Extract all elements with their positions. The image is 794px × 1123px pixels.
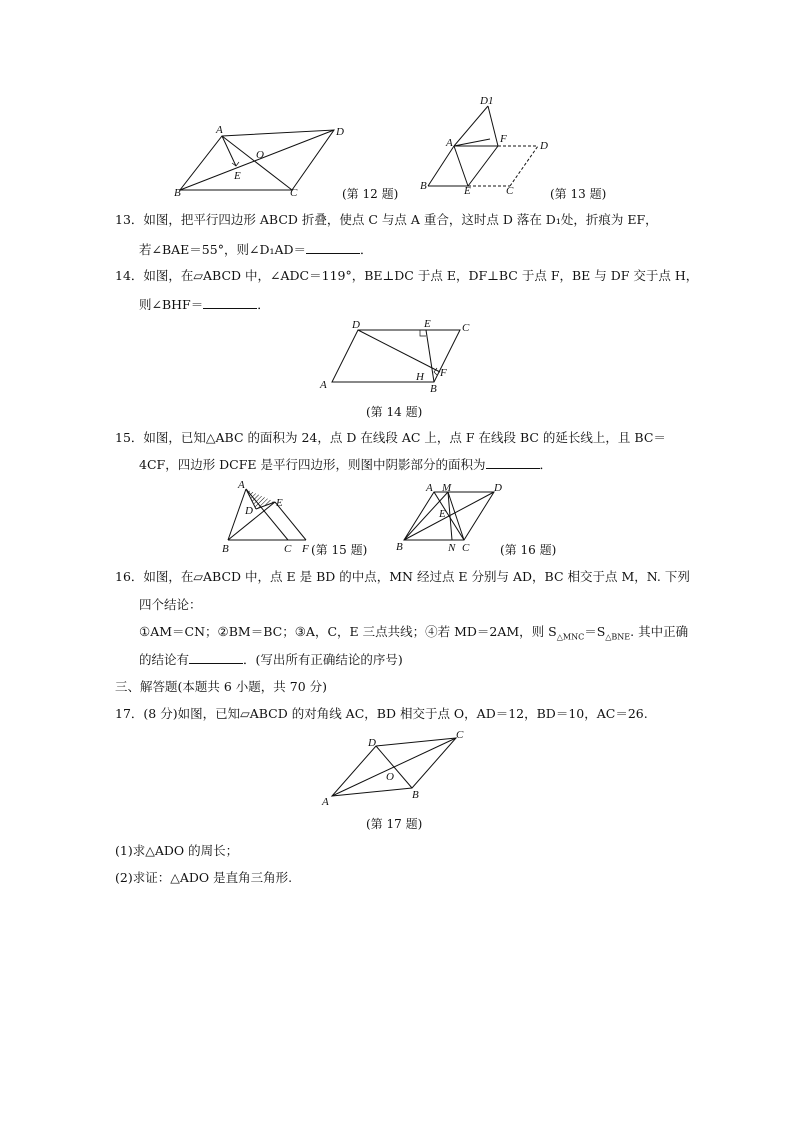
fig15-label-a: A xyxy=(238,479,245,491)
fig16-label-n: N xyxy=(448,542,456,554)
fig12-label-d: D xyxy=(336,126,344,138)
fig14-label-e: E xyxy=(424,318,431,330)
fig14-label-f: F xyxy=(440,367,447,379)
fig17-label-c: C xyxy=(456,729,464,741)
q14-line2: 则∠BHF＝ ． xyxy=(139,297,270,312)
q15-line2: 4CF，四边形 DCFE 是平行四边形，则图中阴影部分的面积为 ． xyxy=(139,457,553,472)
fig16-label-b: B xyxy=(396,541,403,553)
fig13-label-f: F xyxy=(500,133,507,145)
q15-answer-blank[interactable] xyxy=(486,456,540,469)
fig16-label-e: E xyxy=(439,508,446,520)
fig12-label-o: O xyxy=(256,149,264,161)
fig16-caption: (第 16 题) xyxy=(500,543,557,557)
figure-17 xyxy=(316,726,476,810)
fig14-label-b: B xyxy=(430,383,437,394)
figure-12 xyxy=(172,118,352,200)
fig15-label-e: E xyxy=(276,497,283,509)
fig16-label-m: M xyxy=(442,482,452,494)
fig13-caption: (第 13 题) xyxy=(550,187,607,201)
fig13-label-d1: D1 xyxy=(480,95,494,107)
fig13-label-e: E xyxy=(464,185,471,194)
q17-part2: (2)求证：△ADO 是直角三角形. xyxy=(115,870,293,885)
fig15-label-d: D xyxy=(245,505,253,517)
q13-answer-blank[interactable] xyxy=(306,241,360,254)
fig17-label-a: A xyxy=(322,796,329,808)
fig17-label-o: O xyxy=(386,771,394,783)
fig14-label-a: A xyxy=(320,379,327,391)
q13-line1: 13．如图，把平行四边形 ABCD 折叠，使点 C 与点 A 重合，这时点 D 落在 D₁处，折痕为 EF， xyxy=(115,212,658,227)
figure-16 xyxy=(390,478,506,554)
q17-part1: (1)求△ADO 的周长； xyxy=(115,843,239,858)
figure-14 xyxy=(316,316,472,394)
fig13-label-a: A xyxy=(446,137,453,149)
figure-15 xyxy=(220,478,312,554)
fig14-label-d: D xyxy=(352,319,360,331)
q16-line3: ①AM＝CN；②BM＝BC；③A，C，E 三点共线；④若 MD＝2AM，则 $S_{\triangle MNC}=S_{\triangle BNE}$. 其中正确 xyxy=(139,624,689,642)
fig15-label-b: B xyxy=(222,543,229,554)
fig15-label-f: F xyxy=(302,543,309,554)
q14-line1: 14．如图，在▱ABCD 中，∠ADC＝119°，BE⊥DC 于点 E，DF⊥BC 于点 F，BE 与 DF 交于点 H， xyxy=(115,268,699,283)
fig12-label-b: B xyxy=(174,187,181,199)
fig12-label-a: A xyxy=(216,124,223,136)
fig13-label-c: C xyxy=(506,185,514,194)
fig13-label-b: B xyxy=(420,180,427,192)
fig13-label-d: D xyxy=(540,140,548,152)
fig16-label-a: A xyxy=(426,482,433,494)
fig14-caption: (第 14 题) xyxy=(366,405,423,419)
q14-answer-blank[interactable] xyxy=(203,296,257,309)
fig12-label-c: C xyxy=(290,187,298,199)
q16-line2: 四个结论： xyxy=(139,597,202,612)
q15-line1: 15．如图，已知△ABC 的面积为 24，点 D 在线段 AC 上，点 F 在线段 BC 的延长线上，且 BC＝ xyxy=(115,430,666,445)
q16-line4: 的结论有 ．(写出所有正确结论的序号) xyxy=(139,652,403,667)
fig12-label-e: E xyxy=(234,170,241,182)
fig17-label-d: D xyxy=(368,737,376,749)
fig12-caption: (第 12 题) xyxy=(342,187,399,201)
fig17-caption: (第 17 题) xyxy=(366,817,423,831)
fig15-label-c: C xyxy=(284,543,292,554)
fig14-label-c: C xyxy=(462,322,470,334)
fig14-label-h: H xyxy=(416,371,424,383)
section-3-heading: 三、解答题(本题共 6 小题，共 70 分) xyxy=(115,679,328,694)
q17-line1: 17．(8 分)如图，已知▱ABCD 的对角线 AC，BD 相交于点 O，AD＝12，BD＝10，AC＝26. xyxy=(115,706,648,721)
q16-answer-blank[interactable] xyxy=(189,651,243,664)
q13-line2: 若∠BAE＝55°，则∠D₁AD＝ ． xyxy=(139,242,373,257)
figure-13 xyxy=(418,94,550,194)
fig17-label-b: B xyxy=(412,789,419,801)
fig16-label-c: C xyxy=(462,542,470,554)
fig15-caption: (第 15 题) xyxy=(311,543,368,557)
fig16-label-d: D xyxy=(494,482,502,494)
q16-line1: 16．如图，在▱ABCD 中，点 E 是 BD 的中点，MN 经过点 E 分别与 AD，BC 相交于点 M，N. 下列 xyxy=(115,569,690,584)
